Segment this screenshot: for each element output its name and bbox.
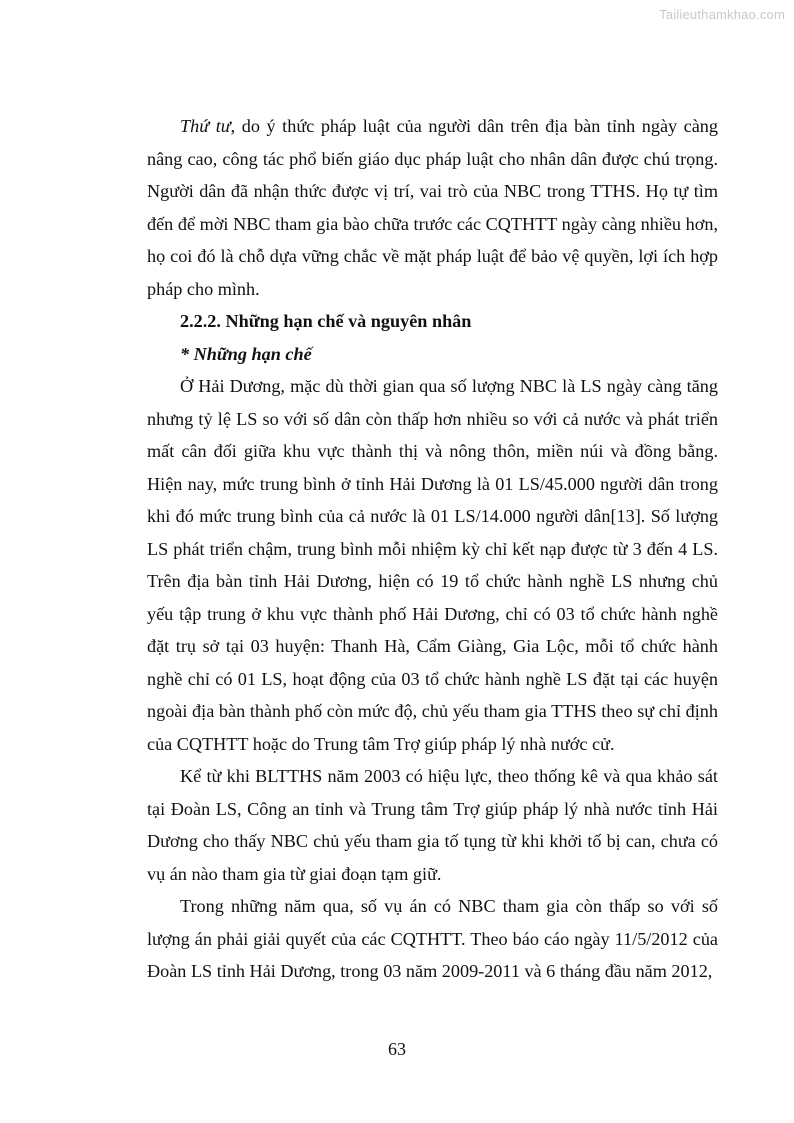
sub-heading: * Những hạn chế [180, 343, 312, 364]
section-heading: 2.2.2. Những hạn chế và nguyên nhân [180, 311, 472, 331]
paragraph-text: , do ý thức pháp luật của người dân trên địa bàn tỉnh ngày càng nâng cao, công tác phổ biến giáo dục pháp luật cho nhân dân được chú trọng. Người dân đã nhận thức được vị trí, vai trò của NBC trong TTHS. Họ tự tìm đến để mời NBC tham gia bào chữa trước các CQTHTT ngày càng nhiều hơn, họ coi đó là chỗ dựa vững chắc về mặt pháp luật để bảo vệ quyền, lợi ích hợp pháp cho mình. [147, 116, 718, 299]
paragraph-blths: Kể từ khi BLTTHS năm 2003 có hiệu lực, theo thống kê và qua khảo sát tại Đoàn LS, Công an tỉnh và Trung tâm Trợ giúp pháp lý nhà nước tỉnh Hải Dương cho thấy NBC chủ yếu tham gia tố tụng từ khi khởi tố bị can, chưa có vụ án nào tham gia từ giai đoạn tạm giữ. [147, 766, 718, 884]
page-number: 63 [388, 1039, 406, 1059]
document-body [147, 110, 718, 988]
watermark-text: Tailieuthamkhao.com [659, 7, 785, 22]
paragraph-statistics: Trong những năm qua, số vụ án có NBC tham gia còn thấp so với số lượng án phải giải quyết của các CQTHTT. Theo báo cáo ngày 11/5/2012 của Đoàn LS tỉnh Hải Dương, trong 03 năm 2009-2011 và 6 tháng đầu năm 2012, [147, 896, 718, 981]
paragraph-hai-duong: Ở Hải Dương, mặc dù thời gian qua số lượng NBC là LS ngày càng tăng nhưng tỷ lệ LS so với số dân còn thấp hơn nhiều so với cả nước và phát triển mất cân đối giữa khu vực thành thị và nông thôn, miền núi và đồng bằng. Hiện nay, mức trung bình ở tỉnh Hải Dương là 01 LS/45.000 người dân trong khi đó mức trung bình của cả nước là 01 LS/14.000 người dân[13]. Số lượng LS phát triển chậm, trung bình mỗi nhiệm kỳ chỉ kết nạp được từ 3 đến 4 LS. Trên địa bàn tỉnh Hải Dương, hiện có 19 tổ chức hành nghề LS nhưng chủ yếu tập trung ở khu vực thành phố Hải Dương, chỉ có 03 tổ chức hành nghề đặt trụ sở tại 03 huyện: Thanh Hà, Cẩm Giàng, Gia Lộc, mỗi tổ chức hành nghề chỉ có 01 LS, hoạt động của 03 tổ chức hành nghề LS đặt tại các huyện ngoài địa bàn thành phố còn mức độ, chủ yếu tham gia TTHS theo sự chỉ định của CQTHTT hoặc do Trung tâm Trợ giúp pháp lý nhà nước cử. [147, 376, 718, 754]
paragraph-thu-tu [147, 110, 718, 305]
paragraph-lead-italic: Thứ tư [180, 116, 231, 136]
